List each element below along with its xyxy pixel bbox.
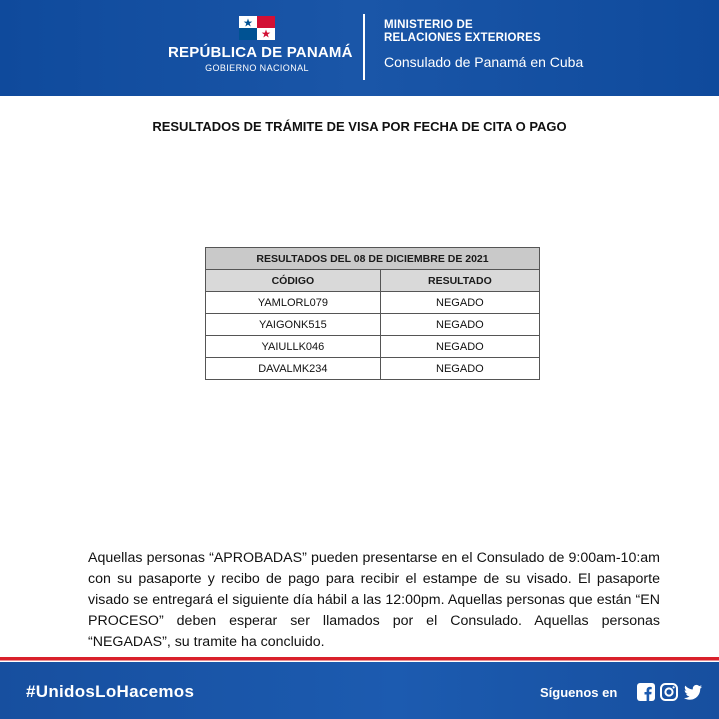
- table-caption-row: [206, 248, 540, 270]
- ministry-line-2: RELACIONES EXTERIORES: [384, 32, 541, 44]
- header-banner: [0, 0, 719, 96]
- ministry-name: [384, 19, 541, 45]
- follow-us-label: Síguenos en: [540, 685, 618, 700]
- notice-paragraph: Aquellas personas “APROBADAS” pueden presentarse en el Consulado de 9:00am-10:am con su pasaporte y recibo de pago para recibir el estampe de su visado. El pasaporte visado se entregará el siguiente día hábil a las 12:00pm. Aquellas personas que están “EN PROCESO” deben esperar ser llamados por el Consulado. Aquellas personas “NEGADAS”, su tramite ha concluido.: [88, 550, 660, 650]
- code-cell: YAIGONK515: [206, 314, 381, 336]
- republic-title: REPÚBLICA DE PANAMÁ: [168, 44, 353, 61]
- twitter-icon[interactable]: [683, 682, 703, 702]
- campaign-hashtag: #UnidosLoHacemos: [26, 682, 195, 701]
- header-divider: [363, 14, 365, 80]
- ministry-line-1: MINISTERIO DE: [384, 19, 473, 31]
- table-row: [206, 314, 540, 336]
- result-cell: NEGADO: [380, 314, 539, 336]
- code-cell: YAIULLK046: [206, 336, 381, 358]
- table-row: [206, 292, 540, 314]
- table-caption: RESULTADOS DEL 08 DE DICIEMBRE DE 2021: [206, 248, 540, 270]
- result-cell: NEGADO: [380, 336, 539, 358]
- government-logo: [168, 16, 353, 73]
- column-header-code: CÓDIGO: [206, 270, 381, 292]
- code-cell: YAMLORL079: [206, 292, 381, 314]
- column-header-result: RESULTADO: [380, 270, 539, 292]
- results-table: [205, 247, 540, 380]
- facebook-icon[interactable]: [636, 682, 656, 702]
- code-cell: DAVALMK234: [206, 358, 381, 380]
- government-subtitle: GOBIERNO NACIONAL: [205, 63, 309, 73]
- result-cell: NEGADO: [380, 358, 539, 380]
- footer-accent-stripe: [0, 657, 719, 665]
- instagram-icon[interactable]: [659, 682, 679, 702]
- table-row: [206, 358, 540, 380]
- result-cell: NEGADO: [380, 292, 539, 314]
- document-title: RESULTADOS DE TRÁMITE DE VISA POR FECHA DE CITA O PAGO: [152, 119, 567, 134]
- consulate-name: Consulado de Panamá en Cuba: [384, 54, 584, 70]
- panama-flag-icon: [239, 16, 275, 40]
- table-row: [206, 336, 540, 358]
- table-header-row: [206, 270, 540, 292]
